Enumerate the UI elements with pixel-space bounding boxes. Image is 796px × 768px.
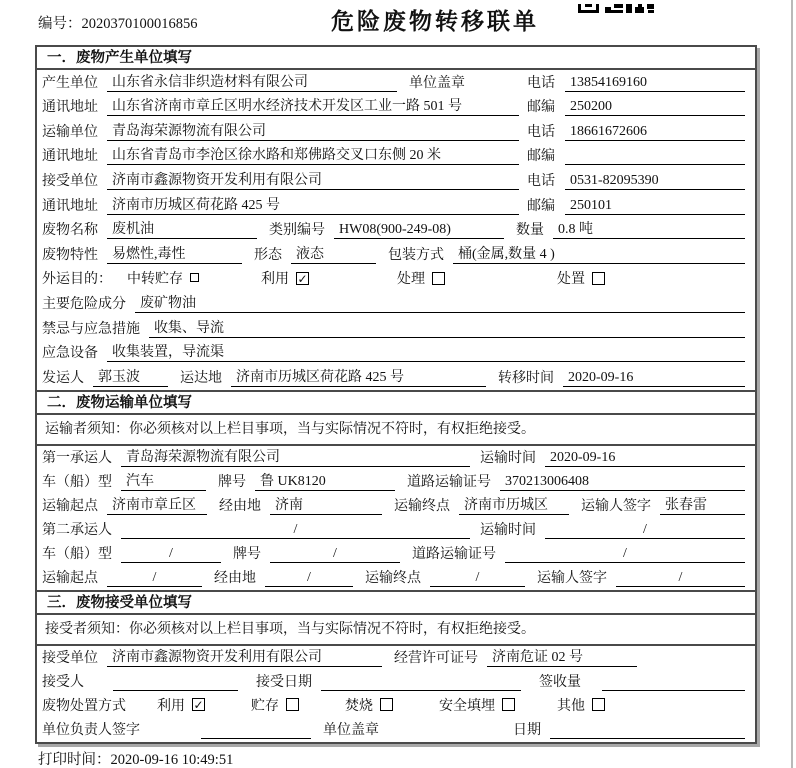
route-start-value: 济南市章丘区 <box>107 494 207 515</box>
row-receive-unit <box>37 168 755 193</box>
row-emergency-measures <box>37 316 755 341</box>
qr-code-fragment-icon <box>578 0 654 18</box>
section-producer-title: 一．废物产生单位填写 <box>37 47 755 70</box>
row-route-1 <box>37 494 755 518</box>
route-end-label: 运输终点 <box>394 498 450 514</box>
destination-label: 运达地 <box>180 370 222 386</box>
destination-value: 济南市历城区荷花路 425 号 <box>231 366 486 387</box>
option-label: 中转贮存 <box>127 272 183 288</box>
form-value: 液态 <box>291 243 376 264</box>
responsible-sign-label: 单位负责人签字 <box>42 722 140 738</box>
road-permit-value-2: / <box>505 546 745 563</box>
row-disposal-method <box>37 694 755 718</box>
date-value <box>550 738 745 739</box>
transfer-time-value: 2020-09-16 <box>563 370 745 387</box>
emergency-measures-value: 收集、导流 <box>149 317 745 338</box>
hazard-component-label: 主要危险成分 <box>42 296 126 312</box>
producer-phone-value: 13854169160 <box>565 75 745 92</box>
receiver-unit-label: 接受单位 <box>42 650 98 666</box>
option-label: 处置 <box>557 272 585 288</box>
plate-value: 鲁 UK8120 <box>255 470 395 491</box>
transport-phone-value: 18661672606 <box>565 124 745 141</box>
row-accept <box>37 670 755 694</box>
first-carrier-value: 青岛海荣源物流有限公司 <box>121 446 470 467</box>
receipt-qty-label: 签收量 <box>539 674 581 690</box>
option-transit-storage <box>127 268 199 288</box>
serial-value: 2020370100016856 <box>81 16 198 32</box>
route-end-value-2: / <box>430 570 525 587</box>
quantity-label: 数量 <box>516 223 544 239</box>
receiver-notice: 接受者须知：你必须核对以上栏目事项，当与实际情况不符时，有权拒绝接受。 <box>37 615 755 646</box>
dispatcher-value: 郭玉波 <box>93 366 168 387</box>
option-utilize <box>261 268 309 288</box>
transport-time-value: 2020-09-16 <box>545 450 745 467</box>
vehicle-type-label: 车（船）型 <box>42 546 112 562</box>
transport-zip-group <box>527 145 745 165</box>
section-receiver <box>37 590 755 742</box>
receiver-unit-value: 济南市鑫源物资开发利用有限公司 <box>107 646 382 667</box>
route-via-label: 经由地 <box>219 498 261 514</box>
transport-address-label: 通讯地址 <box>42 149 98 165</box>
producer-zip-value: 250200 <box>565 99 745 116</box>
row-waste-traits <box>37 242 755 267</box>
first-carrier-label: 第一承运人 <box>42 450 112 466</box>
row-receiver-unit <box>37 646 755 670</box>
road-permit-value: 370213006408 <box>500 474 745 491</box>
option-label: 其他 <box>557 698 585 714</box>
hazard-component-value: 废矿物油 <box>135 292 745 313</box>
license-value: 济南危证 02 号 <box>487 646 637 667</box>
row-dispatcher <box>37 365 755 390</box>
waste-traits-label: 废物特性 <box>42 247 98 263</box>
serial-number-line <box>38 12 198 33</box>
option-utilize <box>157 695 205 715</box>
receipt-qty-value <box>602 690 745 691</box>
producer-address-value: 山东省济南市章丘区明水经济技术开发区工业一路 501 号 <box>107 95 519 116</box>
transport-time-value-2: / <box>545 522 745 539</box>
row-transport-unit <box>37 119 755 144</box>
unit-seal-label: 单位盖章 <box>323 722 379 738</box>
row-responsible-sign <box>37 718 755 742</box>
receive-address-value: 济南市历城区荷花路 425 号 <box>107 194 519 215</box>
row-first-carrier <box>37 446 755 470</box>
option-label: 安全填埋 <box>439 698 495 714</box>
row-producer-unit <box>37 70 755 95</box>
accept-person-label: 接受人 <box>42 674 84 690</box>
carrier-sign-label: 运输人签字 <box>581 498 651 514</box>
checkbox-store <box>286 698 299 711</box>
emergency-equipment-value: 收集装置，导流渠 <box>107 341 745 362</box>
route-via-value: 济南 <box>270 494 382 515</box>
row-route-2 <box>37 566 755 590</box>
row-transfer-purpose <box>37 267 755 292</box>
carrier-sign-label: 运输人签字 <box>537 570 607 586</box>
transport-time-label: 运输时间 <box>480 522 536 538</box>
waste-traits-value: 易燃性,毒性 <box>107 243 242 264</box>
emergency-measures-label: 禁忌与应急措施 <box>42 321 140 337</box>
checkbox-treat <box>432 272 445 285</box>
road-permit-label: 道路运输证号 <box>412 546 496 562</box>
row-transport-address <box>37 144 755 169</box>
section-transporter-title: 二．废物运输单位填写 <box>37 392 755 415</box>
road-permit-label: 道路运输证号 <box>407 474 491 490</box>
checkbox-dispose <box>592 272 605 285</box>
print-time-label: 打印时间： <box>38 752 111 768</box>
phone-label: 电话 <box>527 75 555 91</box>
accept-date-label: 接受日期 <box>256 674 312 690</box>
option-label: 利用 <box>261 272 289 288</box>
row-producer-address <box>37 95 755 120</box>
checkbox-landfill <box>502 698 515 711</box>
carrier-sign-value: 张春雷 <box>660 494 745 515</box>
section-receiver-title: 三．废物接受单位填写 <box>37 592 755 615</box>
print-time-line <box>38 748 233 768</box>
manifest-form <box>35 45 757 744</box>
producer-phone-group <box>527 72 745 92</box>
zip-label: 邮编 <box>527 198 555 214</box>
option-label: 利用 <box>157 698 185 714</box>
row-vehicle-1 <box>37 470 755 494</box>
receive-unit-value: 济南市鑫源物资开发利用有限公司 <box>107 169 519 190</box>
packing-value: 桶(金属,数量 4 ) <box>453 243 745 264</box>
section-producer <box>37 47 755 390</box>
route-end-value: 济南市历城区 <box>459 494 569 515</box>
option-other <box>557 695 605 715</box>
responsible-sign-value <box>201 738 311 739</box>
producer-address-label: 通讯地址 <box>42 100 98 116</box>
route-start-label: 运输起点 <box>42 498 98 514</box>
producer-unit-value: 山东省永信非织造材料有限公司 <box>107 71 397 92</box>
option-treat <box>397 268 445 288</box>
row-hazard-component <box>37 291 755 316</box>
page-title: 危险废物转移联单 <box>331 9 539 34</box>
transfer-time-label: 转移时间 <box>498 370 554 386</box>
page-edge-divider <box>791 0 793 768</box>
transporter-notice: 运输者须知：你必须核对以上栏目事项，当与实际情况不符时，有权拒绝接受。 <box>37 415 755 446</box>
producer-unit-label: 产生单位 <box>42 75 98 91</box>
transport-phone-group <box>527 121 745 141</box>
accept-date-value <box>321 690 521 691</box>
phone-label: 电话 <box>527 124 555 140</box>
route-via-value-2: / <box>265 570 353 587</box>
route-start-label: 运输起点 <box>42 570 98 586</box>
row-emergency-equipment <box>37 341 755 366</box>
transport-address-value: 山东省青岛市李沧区徐水路和郑佛路交叉口东侧 20 米 <box>107 144 519 165</box>
row-second-carrier <box>37 518 755 542</box>
emergency-equipment-label: 应急设备 <box>42 346 98 362</box>
serial-label: 编号： <box>38 16 82 32</box>
row-receive-address <box>37 193 755 218</box>
option-incinerate <box>345 695 393 715</box>
waste-name-label: 废物名称 <box>42 223 98 239</box>
category-code-value: HW08(900-249-08) <box>334 222 504 239</box>
route-end-label: 运输终点 <box>365 570 421 586</box>
option-label: 焚烧 <box>345 698 373 714</box>
transport-unit-value: 青岛海荣源物流有限公司 <box>107 120 519 141</box>
carrier-sign-value-2: / <box>616 570 745 587</box>
disposal-method-label: 废物处置方式 <box>42 698 126 714</box>
waste-name-value: 废机油 <box>107 218 257 239</box>
receive-phone-value: 0531-82095390 <box>565 173 745 190</box>
route-start-value-2: / <box>107 570 202 587</box>
receive-zip-value: 250101 <box>565 198 745 215</box>
checkbox-other <box>592 698 605 711</box>
checkbox-utilize: ✓ <box>297 271 308 286</box>
receive-phone-group <box>527 170 745 190</box>
transport-unit-label: 运输单位 <box>42 124 98 140</box>
print-time-value: 2020-09-16 10:49:51 <box>110 752 234 768</box>
vehicle-type-label: 车（船）型 <box>42 474 112 490</box>
second-carrier-label: 第二承运人 <box>42 522 112 538</box>
unit-seal-label: 单位盖章 <box>409 75 465 91</box>
transport-zip-value <box>565 164 745 165</box>
section-transporter <box>37 390 755 590</box>
vehicle-type-value-2: / <box>121 546 221 563</box>
accept-person-value <box>113 690 238 691</box>
transport-time-label: 运输时间 <box>480 450 536 466</box>
license-label: 经营许可证号 <box>394 650 478 666</box>
second-carrier-value: / <box>121 522 470 539</box>
vehicle-type-value: 汽车 <box>121 470 206 491</box>
receive-address-label: 通讯地址 <box>42 198 98 214</box>
option-dispose <box>557 268 605 288</box>
route-via-label: 经由地 <box>214 570 256 586</box>
receive-unit-label: 接受单位 <box>42 173 98 189</box>
dispatcher-label: 发运人 <box>42 370 84 386</box>
transfer-purpose-label: 外运目的： <box>42 272 112 288</box>
option-label: 贮存 <box>251 698 279 714</box>
producer-zip-group <box>527 96 745 116</box>
plate-label: 牌号 <box>218 474 246 490</box>
row-vehicle-2 <box>37 542 755 566</box>
date-label: 日期 <box>513 722 541 738</box>
plate-value-2: / <box>270 546 400 563</box>
checkbox-incinerate <box>380 698 393 711</box>
plate-label: 牌号 <box>233 546 261 562</box>
receive-zip-group <box>527 195 745 215</box>
zip-label: 邮编 <box>527 149 555 165</box>
option-landfill <box>439 695 515 715</box>
option-label: 处理 <box>397 272 425 288</box>
category-code-label: 类别编号 <box>269 223 325 239</box>
form-label: 形态 <box>254 247 282 263</box>
zip-label: 邮编 <box>527 100 555 116</box>
row-waste-name <box>37 218 755 243</box>
checkbox-utilize: ✓ <box>193 698 204 713</box>
packing-label: 包装方式 <box>388 247 444 263</box>
option-store <box>251 695 299 715</box>
phone-label: 电话 <box>527 173 555 189</box>
quantity-value: 0.8 吨 <box>553 218 745 239</box>
checkbox-transit-storage <box>190 273 199 282</box>
